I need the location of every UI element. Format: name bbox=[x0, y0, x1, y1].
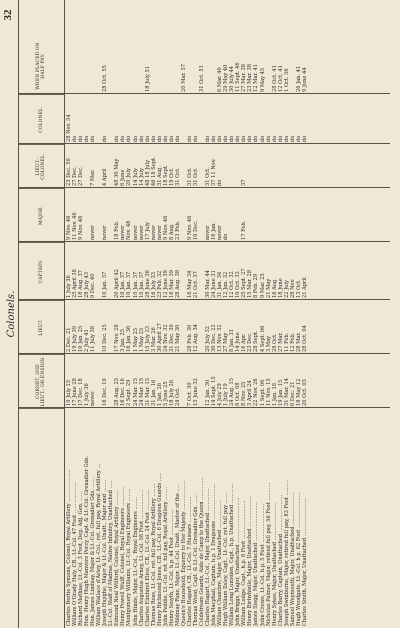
cell-captain: 28 Aug. 38 bbox=[174, 269, 181, 298]
cell-col: do bbox=[241, 135, 248, 142]
cell-lieut: 8 Jan. 31 bbox=[229, 329, 236, 352]
cell-col: do bbox=[301, 135, 308, 142]
cell-ltcol: 18 Sept. bbox=[162, 164, 169, 186]
header-ltcol: LIEUT.-COLONEL. bbox=[18, 144, 64, 188]
cell-major: 9 Nov. 46 bbox=[66, 215, 72, 240]
cell-name: John Peddie, Lt.-Col. ret. full pay, Royal Artillery ........ bbox=[162, 486, 169, 626]
cell-cornet: 14 Sept. 15 bbox=[211, 376, 218, 406]
cell-lieut: 3 Mar. 26 bbox=[150, 327, 157, 352]
cell-half: 31 Oct. 51 bbox=[199, 65, 206, 92]
cell-half: 23 Mar. 38 bbox=[247, 64, 254, 92]
cell-name: Edmund Neal Wilford, Colonel, Royal Artillery ......... bbox=[114, 490, 121, 626]
cell-cornet: 31 Jan. 16 bbox=[150, 379, 157, 406]
cell-half: 27 Mar. 38 bbox=[241, 64, 248, 92]
cell-major: 8 Aug. bbox=[168, 223, 175, 240]
cell-col: do bbox=[217, 135, 224, 142]
cell-col: do bbox=[295, 135, 302, 142]
cell-lieut: 31 Dec. 30 bbox=[168, 324, 175, 352]
cell-captain: 10 Jan. 37 bbox=[102, 271, 109, 298]
cell-captain: 10 Oct. 32 bbox=[235, 271, 242, 298]
cell-captain: 16 Mar. 39 bbox=[168, 270, 175, 298]
page-title: Colonels. bbox=[6, 290, 17, 338]
cell-captain: 25 Sept. 27 bbox=[241, 268, 248, 298]
cell-half: 30 July 44 bbox=[229, 65, 236, 92]
cell-name: Henry Powell Wulff, Colonel, Royal Engineers ............ bbox=[120, 486, 127, 626]
cell-lieut: 3 Jan. 25 bbox=[120, 329, 127, 352]
cell-half: 9 June 44 bbox=[301, 67, 308, 92]
cell-cornet: 12 Jan. 30 bbox=[205, 379, 212, 406]
cell-captain: 10 Jan. 37 bbox=[132, 271, 139, 298]
cell-major: 23 Feb. bbox=[174, 220, 181, 240]
cell-major: 11 Nov. 46 bbox=[72, 212, 79, 240]
cell-lieut: 28 Sept. bbox=[253, 330, 260, 352]
cell-name: Charles Elmhirst Elice, CB., Lt.-Col. 24 Foot ............. bbox=[144, 489, 151, 626]
cell-lieut: 19 July 39 bbox=[72, 325, 79, 352]
cell-col: do bbox=[126, 135, 133, 142]
cell-lieut: 12 Feb. bbox=[289, 332, 296, 352]
cell-name: Coldstream Guards, Aide de Camp to the Queen .............. bbox=[199, 477, 206, 626]
cell-col: do bbox=[114, 135, 121, 142]
cell-half: 9 May 45 bbox=[259, 67, 266, 92]
cell-col: do bbox=[259, 135, 266, 142]
cell-half: 18 July 51 bbox=[144, 65, 151, 92]
cell-col: do bbox=[168, 135, 175, 142]
cell-major: never bbox=[90, 225, 97, 240]
cell-name: Henry Birtwhistle, Major, Unattached ................... bbox=[247, 496, 254, 626]
cell-major: 9 Nov. 46 bbox=[162, 215, 169, 240]
cell-half: 28 Oct. 41 bbox=[271, 65, 278, 92]
cell-captain: 10 Jan. 37 bbox=[120, 271, 127, 298]
cell-col: do bbox=[223, 135, 230, 142]
cell-lieut: 10 Dec. 25 bbox=[102, 324, 109, 352]
cell-ltcol: 31 Oct. bbox=[174, 167, 181, 186]
cell-ltcol: 7 Mar. bbox=[90, 169, 97, 186]
cell-col: do bbox=[138, 135, 145, 142]
cell-col: do bbox=[229, 135, 236, 142]
cell-captain: 18 Aug. 37 bbox=[78, 269, 85, 298]
cell-half: 20 Mar. 57 bbox=[180, 64, 187, 92]
cell-lieut: 30 Dec. 22 bbox=[211, 324, 218, 352]
cell-cornet: 1 July 19 bbox=[223, 383, 230, 406]
header-major: MAJOR. bbox=[18, 188, 64, 242]
cell-name: Hon. Henry Hugh Manvers Percy, Capt. & Lt.-Col. Grenadier Gds. bbox=[84, 455, 91, 626]
cell-name: John Hinde, Major, Lt.-Col., Royal Engineers ........ bbox=[132, 496, 139, 626]
cell-captain: 13 Oct. bbox=[295, 279, 302, 298]
cell-ltcol: 23 Dec. 50 bbox=[66, 158, 72, 186]
cell-name: Nicholas Palmer, Major, retired full pay, 56 Foot ........... bbox=[265, 482, 272, 626]
cell-cornet: 2 Sept. 29 bbox=[126, 379, 133, 406]
cell-col: do bbox=[271, 135, 278, 142]
cell-cornet: 22 Nov. 26 bbox=[253, 378, 260, 406]
cell-name: Charles Augustus Arney, Lt.-Col. 58 Foot .................. bbox=[138, 490, 145, 626]
cell-cornet: 8 Nov. 25 bbox=[241, 381, 248, 406]
cell-half: 6 Mar. 40 bbox=[217, 67, 224, 92]
cell-col: do bbox=[150, 135, 157, 142]
cell-col: do bbox=[211, 135, 218, 142]
cell-col: do bbox=[72, 135, 79, 142]
cell-col: do bbox=[265, 135, 272, 142]
header-colonel: COLONEL. bbox=[18, 94, 64, 144]
cell-captain: 28 Nov. bbox=[289, 278, 296, 298]
cell-captain: 28 June 38 bbox=[144, 270, 151, 298]
cell-captain: 23 Feb. 32 bbox=[156, 270, 163, 298]
cell-col: do bbox=[253, 135, 260, 142]
cell-ltcol: 14 July bbox=[132, 168, 139, 186]
cell-captain: 12 June 39 bbox=[162, 270, 169, 298]
cell-captain: 24 June 31 bbox=[211, 270, 218, 298]
cell-half: 26 Jan. 41 bbox=[295, 65, 302, 92]
cell-captain: 12 Jan. 32 bbox=[223, 271, 230, 298]
cell-name: Lt.-Col. Staff of Madras, Native Infantry, Unattached ..... bbox=[108, 480, 115, 626]
cell-major: Nov. 46 bbox=[126, 220, 133, 240]
cell-cornet: 24 Oct. bbox=[174, 387, 181, 406]
cell-cornet: 1 Jan. 26 bbox=[156, 383, 163, 406]
cell-lieut: 11 July 38 bbox=[90, 325, 97, 352]
cell-cornet: 1 Jan. 18 bbox=[271, 383, 278, 406]
cell-major: 17 Feb. bbox=[241, 220, 248, 240]
cell-major: do bbox=[223, 233, 230, 240]
cell-col: do bbox=[132, 135, 139, 142]
cell-ltcol: 27 Dec. bbox=[72, 166, 79, 186]
cell-major: 17 July bbox=[144, 222, 151, 240]
cell-cornet: 5 June 25 bbox=[162, 381, 169, 406]
cell-cornet: 16 Dec. 19 bbox=[102, 378, 109, 406]
cell-cornet: 17 June 28 bbox=[72, 378, 79, 406]
cell-name: James Slegg, Major, Unattached ........................ bbox=[253, 502, 260, 626]
cell-major: never bbox=[217, 225, 224, 240]
cell-captain: 21 April bbox=[301, 277, 308, 298]
page-number: 32 bbox=[2, 9, 14, 21]
cell-major: 9 Nov. 46 bbox=[78, 215, 85, 240]
cell-lieut: 27 May bbox=[223, 332, 230, 352]
cell-lieut: 14 June bbox=[235, 332, 242, 352]
cell-cornet: 17 Dec. 18 bbox=[78, 378, 85, 406]
cell-captain: 10 Jan. 37 bbox=[138, 271, 145, 298]
cell-col: do bbox=[78, 135, 85, 142]
cell-name: Richard Mathias, Lt.-Col. 3 Foot, Dep. Adj. Gen. ...... bbox=[78, 491, 85, 626]
header-top-rule bbox=[18, 0, 19, 628]
cell-col: do bbox=[102, 135, 109, 142]
cell-cornet: 24 Mar. 15 bbox=[132, 378, 139, 406]
cell-captain: 28 July 43 bbox=[84, 271, 91, 298]
cell-name: William Wallace d'Arley, Lt.-Col., ret. full pay, Royal Artillery ... bbox=[96, 463, 103, 626]
cell-ltcol: 48 18 July bbox=[144, 159, 151, 186]
cell-cornet: 16 Dec. 16 bbox=[120, 378, 127, 406]
cell-lieut: 30 April 27 bbox=[156, 323, 163, 352]
cell-cornet: 20 Oct. 03 bbox=[301, 379, 308, 406]
header-cornet: CORNET, 2ND LIEUT., OR ENSIGN. bbox=[18, 354, 64, 408]
cell-name: Queen's Household, Equerry to Her Majesty .................. bbox=[180, 480, 187, 626]
cell-name: Montgomery Williams, Lt.-Col. Royal Engineers ........ bbox=[126, 488, 133, 626]
cell-lieut: 21 May 30 bbox=[174, 324, 181, 352]
cell-captain: 9 Dec. 40 bbox=[90, 273, 97, 298]
cell-name: Charles Barry, Captain, Unattached ....................... bbox=[277, 494, 284, 626]
cell-major: never bbox=[150, 225, 157, 240]
officer-list bbox=[66, 0, 308, 628]
cell-half: 11 Sept. 46 bbox=[235, 62, 242, 92]
cell-lieut: 28 Oct. bbox=[271, 333, 278, 352]
cell-captain: 10 Jan. 37 bbox=[126, 271, 133, 298]
cell-major: never bbox=[156, 225, 163, 240]
cell-name: Charles Hagart, CB., Lt.-Col. 7 Hussars ................ bbox=[186, 496, 193, 626]
cell-name: Charles Hagart, Lt.-Col., Major, Unattached .............. bbox=[205, 488, 212, 626]
cell-major: never bbox=[120, 225, 127, 240]
cell-lieut: 11 Feb. bbox=[283, 332, 290, 352]
cell-col: do bbox=[283, 135, 290, 142]
cell-name: Henry Sykes, Major, Unattached ....................... bbox=[271, 502, 278, 626]
header-lieut: LIEUT. bbox=[18, 300, 64, 354]
cell-lieut: 16 Apr. bbox=[241, 333, 248, 352]
header-halfpay: WHEN PLACED ON HALF PAY. bbox=[36, 42, 46, 90]
cell-ltcol: 37 11 Nov. bbox=[211, 158, 218, 186]
cell-captain: 30 Mar. 44 bbox=[205, 270, 212, 298]
cell-name: Hugh Woodgate, Lt.-Col. h.p. 62 Foot ...................... bbox=[295, 492, 302, 626]
cell-cornet: 1 Sept. 06 bbox=[259, 379, 266, 406]
cell-name: Thomas Wood, Capt. & Lt.-Col. Grenadier Gds. ...... bbox=[192, 493, 199, 626]
cell-lieut: 4 Sept. 06 bbox=[259, 325, 266, 352]
cell-name: William Lodge, Capt., h.p. 8 Foot ........................ bbox=[241, 500, 248, 626]
cell-lieut: 23 Dec. bbox=[247, 332, 254, 352]
cell-cornet: 11 Nov. 15 bbox=[265, 378, 272, 406]
cell-captain: 25 April 38 bbox=[72, 269, 79, 298]
cell-col: do bbox=[205, 135, 212, 142]
cell-captain: 20 April 42 bbox=[114, 269, 121, 298]
cell-captain: 31 Jan. 34 bbox=[217, 271, 224, 298]
cell-col: do bbox=[156, 135, 163, 142]
cell-col: do bbox=[162, 135, 169, 142]
cell-lieut: 10 Jan. 25 bbox=[78, 325, 85, 352]
cell-name: William Long Lumsden, Capt., h.p. Unattached ............ bbox=[229, 483, 236, 626]
cell-captain: 8 Feb. 29 bbox=[253, 273, 260, 298]
cell-cornet: 28 Aug. 25 bbox=[114, 377, 121, 406]
cell-name: John Briggs, Major, Unattached ............................ bbox=[235, 497, 242, 626]
cell-cornet: 18 May 12 bbox=[295, 378, 302, 406]
cell-captain: 16 July 33 bbox=[150, 271, 157, 298]
cell-major: 18 Feb. bbox=[114, 220, 121, 240]
cell-cornet: 18 July 26 bbox=[168, 379, 175, 406]
cell-ltcol: 19 Oct. bbox=[168, 167, 175, 186]
cell-lieut: 28 Feb. 30 bbox=[186, 324, 193, 352]
cell-cornet: 31 Mar. 15 bbox=[144, 378, 151, 406]
cell-captain: 21 Oct. 37 bbox=[192, 271, 199, 298]
cell-col: do bbox=[277, 135, 284, 142]
cell-lieut: 3 May bbox=[265, 336, 272, 352]
cell-captain: 16 Aug. bbox=[271, 278, 278, 298]
cell-ltcol: 37 bbox=[241, 179, 248, 186]
cell-half: 28 Oct. 55 bbox=[102, 65, 109, 92]
cell-lieut: 2 July 41 bbox=[84, 329, 91, 352]
cell-captain: 22 July bbox=[283, 280, 290, 298]
cell-captain: 21 May bbox=[265, 278, 272, 298]
cell-cornet: 3 April 24 bbox=[247, 380, 254, 406]
cell-lieut: 20 July 32 bbox=[205, 325, 212, 352]
cell-col: do bbox=[235, 135, 242, 142]
cell-ltcol: 31 Aug. bbox=[156, 166, 163, 186]
cell-cornet: 19 Jan. 15 bbox=[277, 379, 284, 406]
cell-ltcol: 4 April bbox=[102, 168, 109, 186]
cell-ltcol: 31 Oct. bbox=[192, 167, 199, 186]
cell-captain: 16 May 34 bbox=[186, 270, 193, 298]
cell-cornet: 24 Aug. 15 bbox=[229, 377, 236, 406]
cell-col: do bbox=[120, 135, 127, 142]
cell-name: Henry Smyth, Lt.-Col. h.p. 44 Foot ................ bbox=[168, 509, 175, 626]
cell-captain: 1 July 36 bbox=[66, 275, 72, 298]
cell-ltcol: 6 June bbox=[120, 169, 127, 186]
cell-name: Mildmay Fane, Major, Lt.-Col. Unatt., Master of the .... bbox=[174, 484, 181, 626]
cell-major: never bbox=[138, 225, 145, 240]
cell-name: Charles Bertie Symons, Colonel, Royal Artillery .................... bbox=[66, 469, 72, 626]
cell-lieut: 27 Mar. bbox=[277, 332, 284, 352]
cell-lieut: 13 Nov. 32 bbox=[217, 324, 224, 352]
cell-lieut: 12 Aug. 34 bbox=[192, 323, 199, 352]
cell-captain: 9 Mar. 25 bbox=[259, 273, 266, 298]
cell-ltcol: 46 18 Sept. bbox=[150, 156, 157, 186]
cell-name: John Macphail, Captain, h.p. 1 Dragoons ...................... bbox=[211, 483, 218, 626]
cell-lieut: 1 May 25 bbox=[138, 327, 145, 352]
cell-major: 9 Nov. 46 bbox=[186, 215, 193, 240]
cell-lieut: 15 July 23 bbox=[144, 325, 151, 352]
cell-name: John Crowe, Lt.-Col. h.p. 5 Foot ........................ bbox=[259, 503, 266, 626]
cell-name: Henry Richmond Jones, CB., Lt.-Col. 6 Dragoon Guards ..... bbox=[156, 473, 163, 626]
cell-half: 29 May 40 bbox=[223, 64, 230, 92]
cell-name: Charles Smith, Major, Unattached ........................ bbox=[301, 497, 308, 626]
cell-cornet: 15 June 32 bbox=[192, 378, 199, 406]
cell-cornet: 4 July 29 bbox=[217, 383, 224, 406]
cell-col: do bbox=[289, 135, 296, 142]
cell-col: 28 Nov. 54 bbox=[66, 114, 72, 142]
cell-cornet: 10 July 15 bbox=[66, 379, 72, 406]
cell-col: do bbox=[192, 135, 199, 142]
cell-col: do bbox=[84, 135, 91, 142]
cell-ltcol: 27 Dec. bbox=[78, 166, 85, 186]
cell-lieut: 16 Jan. 36 bbox=[126, 325, 133, 352]
cell-col: do bbox=[174, 135, 181, 142]
cell-name: Joseph Swinburne, Major, retired full pay, 83 Foot .......... bbox=[283, 479, 290, 626]
header-name bbox=[18, 408, 64, 628]
cell-captain: 15 Mar. 28 bbox=[247, 270, 254, 298]
cell-major: 10 Dec. bbox=[192, 220, 199, 240]
cell-cornet: 31 Mar. 14 bbox=[283, 378, 290, 406]
cell-cornet: 8 Oct. 08 bbox=[235, 382, 242, 406]
cell-lieut: 1 May 25 bbox=[132, 327, 139, 352]
cell-name: Hugh William Ilsley, Capt., Lt.-Col. ret. full pay ....... bbox=[223, 492, 230, 626]
cell-ltcol: 14 July bbox=[138, 168, 145, 186]
cell-lieut: 28 Mar. bbox=[295, 332, 302, 352]
cell-lieut: 28 Oct. 04 bbox=[301, 325, 308, 352]
cell-cornet: 24 Mar. 15 bbox=[138, 378, 145, 406]
cell-name: Hon. James Lindsay, Major & Lt.-Col. Grenadier Gds. ...... bbox=[90, 477, 97, 626]
cell-name: Samuel Weymouth, Major, Unattached .................... bbox=[289, 492, 296, 626]
header-bottom-rule bbox=[64, 0, 65, 628]
cell-major: never bbox=[132, 225, 139, 240]
cell-half: 12 Oct. 41 bbox=[277, 65, 284, 92]
cell-ltcol: 20 July bbox=[126, 168, 133, 186]
cell-name: Thomas Ross, Lt.-Col. ret. full pay, Royal Artillery ........ bbox=[150, 483, 157, 626]
cell-lieut: 24 Nov. 32 bbox=[162, 324, 169, 352]
cell-ltcol: 31 Oct. bbox=[205, 167, 212, 186]
header-captain: CAPTAIN. bbox=[18, 242, 64, 300]
cell-major: never bbox=[205, 225, 212, 240]
cell-lieut: 2 Dec. 21 bbox=[66, 327, 72, 352]
table-row bbox=[302, 0, 308, 628]
cell-half: 1 Oct. 56 bbox=[283, 68, 290, 92]
cell-lieut: 17 Nov. 28 bbox=[114, 324, 121, 352]
cell-cornet: 7 Oct. 30 bbox=[186, 382, 193, 406]
cell-cornet: 6 Dec. 21 bbox=[289, 381, 296, 406]
cell-captain: 18 June bbox=[277, 278, 284, 298]
cell-captain: 12 Oct. 32 bbox=[229, 271, 236, 298]
cell-half: 12 Mar. 41 bbox=[253, 64, 260, 92]
cell-cornet: 1 July 36 bbox=[84, 383, 91, 406]
cell-ltcol: 48 30 May bbox=[114, 158, 121, 186]
cell-ltcol: do bbox=[217, 179, 224, 186]
cell-major: never bbox=[102, 225, 109, 240]
cell-name: William Chambré, Major, Unattached ................. bbox=[217, 500, 224, 626]
cell-name: Joseph Huyghe, Major & Lt.-Col. Unatt., Major and ........ bbox=[102, 479, 109, 626]
cell-ltcol: 31 Oct. bbox=[186, 167, 193, 186]
cell-col: do bbox=[186, 135, 193, 142]
cell-cornet: never bbox=[90, 391, 97, 406]
cell-col: do bbox=[90, 135, 97, 142]
cell-major: 16 Jan. bbox=[211, 221, 218, 240]
cell-col: do bbox=[144, 135, 151, 142]
cell-col: do bbox=[247, 135, 254, 142]
cell-name: William O'Grady Haly, CB., Lt.-Col. 47 Foot ................... bbox=[72, 482, 79, 626]
